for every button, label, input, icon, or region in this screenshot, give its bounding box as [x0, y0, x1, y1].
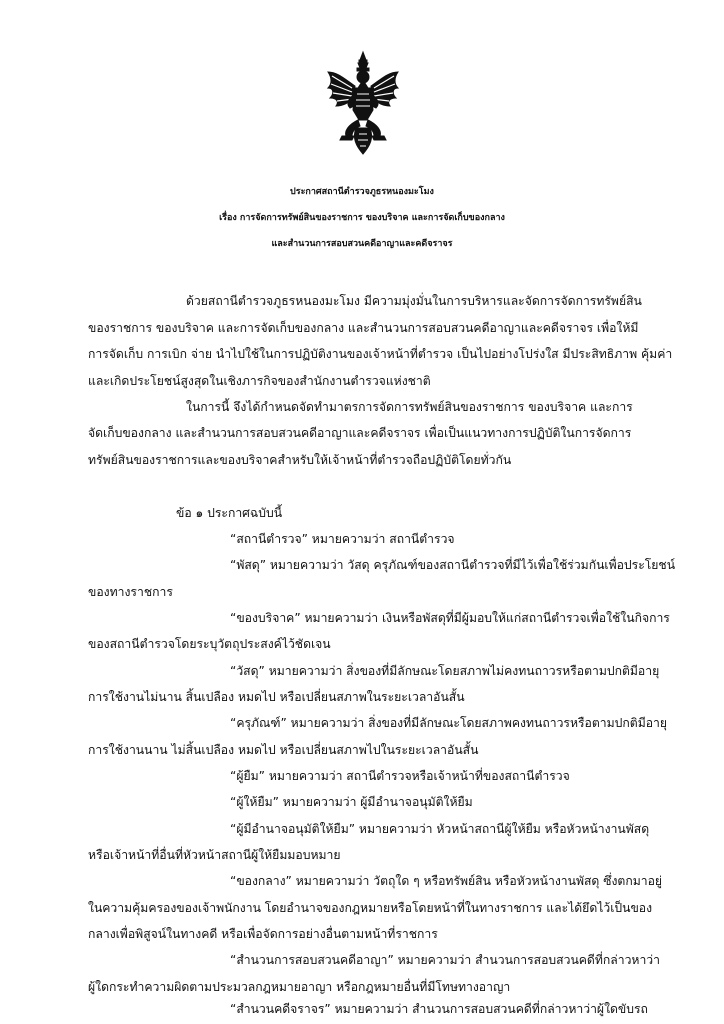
- definition-line: “ของกลาง” หมายความว่า วัตถุใด ๆ หรือทรัพย์สิน หรือหัวหน้างานพัสดุ ซึ่งตกมาอยู่: [230, 874, 663, 888]
- definition-line: “วัสดุ” หมายความว่า สิ่งของที่มีลักษณะโดยสภาพไม่คงทนถาวรหรือตามปกติมีอายุ: [230, 664, 660, 678]
- definition-line: “ผู้มีอำนาจอนุมัติให้ยืม” หมายความว่า หัวหน้าสถานีผู้ให้ยืม หรือหัวหน้างานพัสดุ: [230, 822, 650, 836]
- definition-line: “ผู้ยืม” หมายความว่า สถานีตำรวจหรือเจ้าหน้าที่ของสถานีตำรวจ: [230, 769, 570, 783]
- definition-line: “ครุภัณฑ์” หมายความว่า สิ่งของที่มีลักษณะโดยสภาพคงทนถาวรหรือตามปกติมีอายุ: [230, 716, 668, 730]
- body-line: จัดเก็บของกลาง และสำนวนการสอบสวนคดีอาญาและคดีจราจร เพื่อเป็นแนวทางการปฏิบัติในการจัดการ: [88, 426, 632, 440]
- definition-line: “สถานีตำรวจ” หมายความว่า สถานีตำรวจ: [230, 532, 455, 546]
- definition-line: “ผู้ให้ยืม” หมายความว่า ผู้มีอำนาจอนุมัติให้ยืม: [230, 795, 473, 809]
- body-line: การจัดเก็บ การเบิก จ่าย นำไปใช้ในการปฏิบัติงานของเจ้าหน้าที่ตำรวจ เป็นไปอย่างโปร่งใส มีประสิทธิภาพ คุ้มค่า: [88, 347, 673, 361]
- definition-line: “ของบริจาค” หมายความว่า เงินหรือพัสดุที่มีผู้มอบให้แก่สถานีตำรวจเพื่อใช้ในกิจการ: [230, 611, 670, 625]
- definition-line: หรือเจ้าหน้าที่อื่นที่หัวหน้าสถานีผู้ให้ยืมมอบหมาย: [88, 848, 341, 862]
- announcement-subject-cont: และสำนวนการสอบสวนคดีอาญาและคดีจราจร: [271, 239, 453, 249]
- definition-line: ในความคุ้มครองของเจ้าพนักงาน โดยอำนาจของกฎหมายหรือโดยหน้าที่ในทางราชการ และได้ยึดไว้เป็นของ: [88, 901, 653, 915]
- body-line: ของราชการ ของบริจาค และการจัดเก็บของกลาง และสำนวนการสอบสวนคดีอาญาและคดีจราจร เพื่อให้มี: [88, 321, 639, 335]
- body-line: และเกิดประโยชน์สูงสุดในเชิงภารกิจของสำนักงานตำรวจแห่งชาติ: [88, 374, 431, 388]
- body-line: ในการนี้ จึงได้กำหนดจัดทำมาตรการจัดการทรัพย์สินของราชการ ของบริจาค และการ: [186, 400, 633, 414]
- announcement-subject: เรื่อง การจัดการทรัพย์สินของราชการ ของบริจาค และการจัดเก็บของกลาง: [219, 213, 505, 223]
- clause-heading: ข้อ ๑ ประกาศฉบับนี้: [176, 506, 283, 520]
- announcement-title: ประกาศสถานีตำรวจภูธรหนองมะโมง: [290, 187, 434, 197]
- definition-line: ของทางราชการ: [88, 585, 173, 599]
- definition-line: ของสถานีตำรวจโดยระบุวัตถุประสงค์ไว้ชัดเจน: [88, 637, 331, 651]
- definition-line: “สำนวนการสอบสวนคดีอาญา” หมายความว่า สำนวนการสอบสวนคดีที่กล่าวหาว่า: [230, 953, 660, 967]
- body-line: ทรัพย์สินของราชการและของบริจาคสำหรับให้เจ้าหน้าที่ตำรวจถือปฏิบัติโดยทั่วกัน: [88, 453, 512, 467]
- body-line: ด้วยสถานีตำรวจภูธรหนองมะโมง มีความมุ่งมั่นในการบริหารและจัดการจัดการทรัพย์สิน: [186, 294, 642, 308]
- definition-line: ผู้ใดกระทำความผิดตามประมวลกฎหมายอาญา หรือกฎหมายอื่นที่มีโทษทางอาญา: [88, 980, 511, 994]
- definition-line: การใช้งานไม่นาน สิ้นเปลือง หมดไป หรือเปลี่ยนสภาพในระยะเวลาอันสั้น: [88, 690, 465, 704]
- garuda-emblem-icon: [322, 50, 404, 156]
- definition-line: การใช้งานนาน ไม่สิ้นเปลือง หมดไป หรือเปลี่ยนสภาพไปในระยะเวลาอันสั้น: [88, 743, 479, 757]
- definition-line: “พัสดุ” หมายความว่า วัสดุ ครุภัณฑ์ของสถานีตำรวจที่มีไว้เพื่อใช้ร่วมกันเพื่อประโยชน์: [230, 558, 676, 572]
- definition-line: กลางเพื่อพิสูจน์ในทางคดี หรือเพื่อจัดการอย่างอื่นตามหน้าที่ราชการ: [88, 927, 438, 941]
- definition-line: “สำนวนคดีจราจร” หมายความว่า สำนวนการสอบสวนคดีที่กล่าวหาว่าผู้ใดขับรถ: [230, 1002, 648, 1016]
